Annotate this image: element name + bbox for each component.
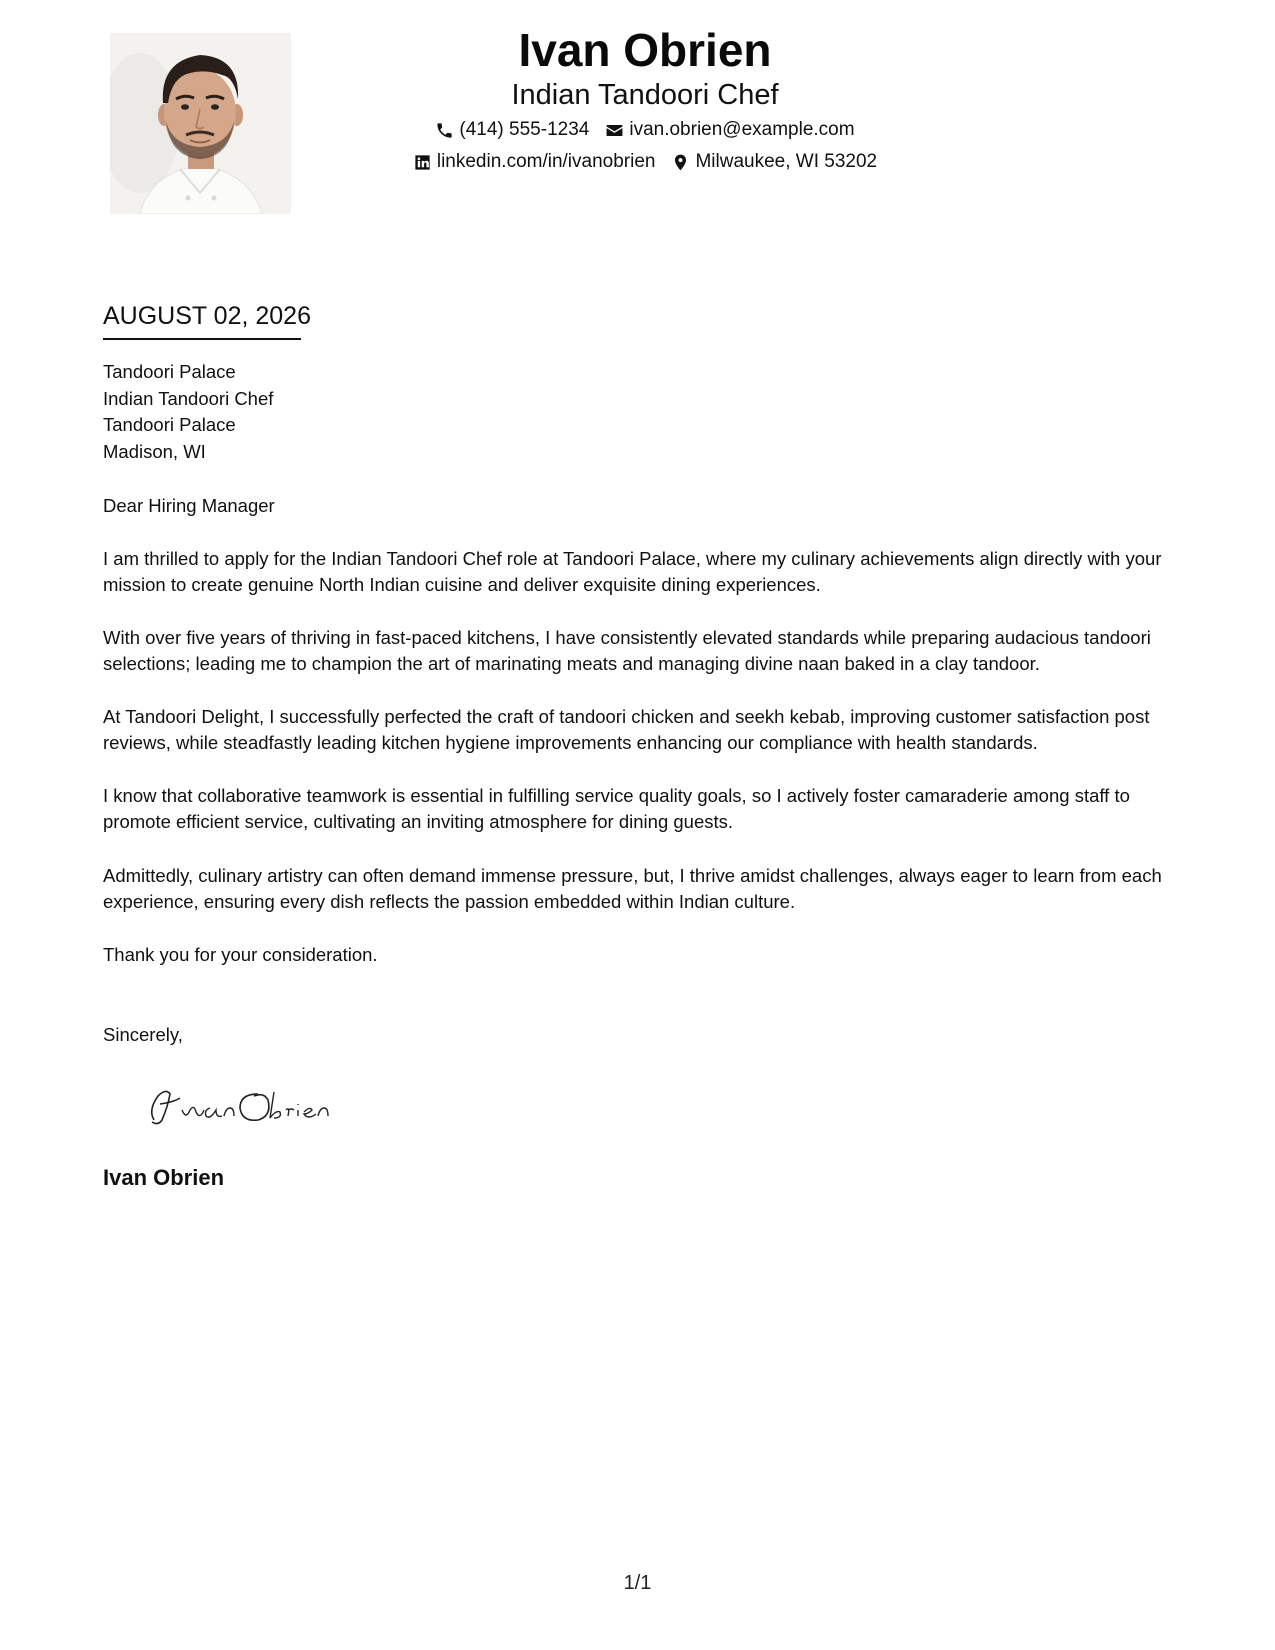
signature-icon bbox=[140, 1080, 340, 1130]
email-icon bbox=[605, 121, 624, 140]
recipient-line: Tandoori Palace bbox=[103, 414, 236, 435]
phone-icon bbox=[435, 121, 454, 140]
recipient-line: Indian Tandoori Chef bbox=[103, 387, 274, 409]
body-paragraph: With over five years of thriving in fast-paced kitchens, I have consistently elevated standards while preparing audacious tandoori selections; leading me to champion the art of marinating meats and managing divine naan baked in a clay tandoor. bbox=[103, 627, 1151, 674]
body-paragraph: Admittedly, culinary artistry can often demand immense pressure, but, I thrive amidst challenges, always eager to learn from each experience, ensuring every dish reflects the passion embedded within Indian culture. bbox=[103, 865, 1162, 912]
body-paragraph: At Tandoori Delight, I successfully perfected the craft of tandoori chicken and seekh kebab, improving customer satisfaction post reviews, while steadfastly leading kitchen hygiene improvements enhancing our compliance with health standards. bbox=[103, 706, 1150, 753]
applicant-job-title: Indian Tandoori Chef bbox=[511, 79, 779, 111]
letter-date-block bbox=[103, 300, 311, 340]
recipient-line: Madison, WI bbox=[103, 440, 206, 462]
thank-you-line: Thank you for your consideration. bbox=[103, 944, 378, 965]
signer-name: Ivan Obrien bbox=[103, 1165, 225, 1190]
contact-row-1 bbox=[300, 117, 990, 143]
profile-photo bbox=[110, 33, 291, 214]
recipient-address bbox=[103, 359, 273, 465]
contact-linkedin[interactable] bbox=[413, 149, 656, 175]
closing: Sincerely, bbox=[103, 1024, 183, 1045]
location-pin-icon bbox=[671, 153, 690, 172]
contact-email[interactable] bbox=[605, 117, 854, 143]
letter-date: AUGUST 02, 2026 bbox=[103, 302, 311, 330]
contact-phone[interactable] bbox=[435, 117, 589, 143]
location-text: Milwaukee, WI 53202 bbox=[695, 151, 878, 172]
contact-location bbox=[671, 149, 877, 175]
page-number: 1/1 bbox=[623, 1572, 652, 1594]
body-paragraph: I know that collaborative teamwork is essential in fulfilling service quality goals, so I actively foster camaraderie among staff to promote efficient service, cultivating an inviting atmosphere for dining guests. bbox=[103, 785, 1130, 832]
email-text: ivan.obrien@example.com bbox=[629, 119, 855, 140]
applicant-name: Ivan Obrien bbox=[518, 24, 772, 76]
header bbox=[300, 22, 990, 175]
handwritten-signature bbox=[140, 1080, 340, 1130]
body-paragraph: I am thrilled to apply for the Indian Tandoori Chef role at Tandoori Palace, where my culinary achievements align directly with your mission to create genuine North Indian cuisine and deliver exquisite dining experiences. bbox=[103, 548, 1162, 595]
chef-portrait-icon bbox=[110, 33, 291, 214]
contact-row-2 bbox=[300, 149, 990, 175]
salutation: Dear Hiring Manager bbox=[103, 495, 275, 516]
phone-text: (414) 555-1234 bbox=[459, 119, 590, 140]
linkedin-icon bbox=[413, 153, 432, 172]
linkedin-text: linkedin.com/in/ivanobrien bbox=[436, 151, 656, 172]
recipient-line: Tandoori Palace bbox=[103, 361, 236, 382]
date-underline bbox=[103, 338, 301, 340]
